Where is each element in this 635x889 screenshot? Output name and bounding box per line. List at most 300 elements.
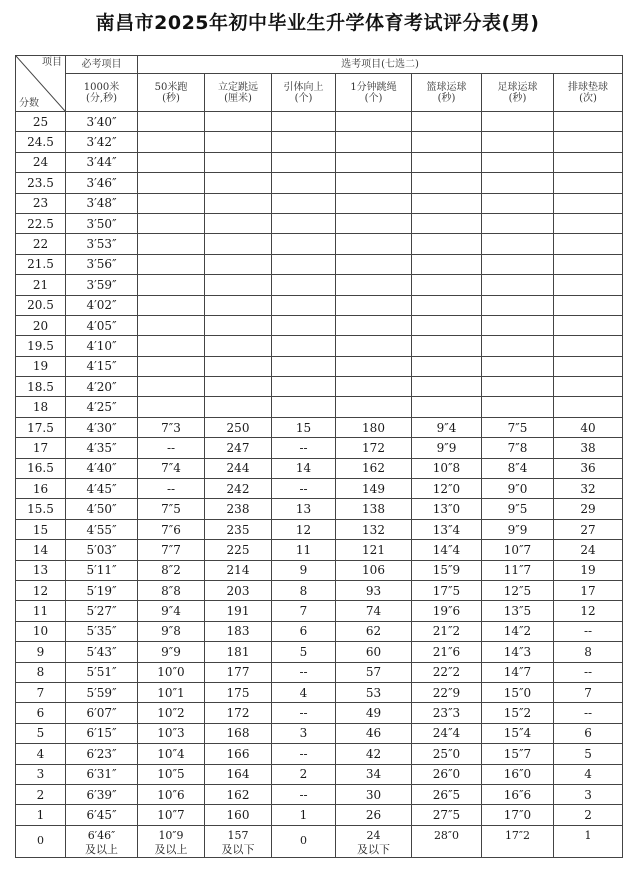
football-cell [482, 295, 554, 315]
football-cell-value: 17″2 [504, 828, 531, 842]
jump-rope-cell: 60 [336, 642, 412, 662]
col-header-basketball: 篮球运球 (秒) [412, 74, 482, 112]
table-row [16, 540, 623, 560]
pull-up-cell [272, 377, 336, 397]
long-jump-cell: 203 [205, 580, 272, 600]
col-header-50m: 50米跑 (秒) [138, 74, 205, 112]
basketball-cell [412, 295, 482, 315]
score-cell: 4 [16, 744, 66, 764]
pull-up-cell [272, 315, 336, 335]
volleyball-cell [554, 295, 623, 315]
run-50m-cell: 10″1 [138, 682, 205, 702]
basketball-cell: 22″2 [412, 662, 482, 682]
long-jump-cell [205, 193, 272, 213]
football-cell: 14″2 [482, 621, 554, 641]
basketball-cell [412, 315, 482, 335]
pull-up-cell: 11 [272, 540, 336, 560]
table-row [16, 438, 623, 458]
volleyball-cell: 6 [554, 723, 623, 743]
run-1000m-cell: 6′31″ [66, 764, 138, 784]
jump-rope-cell [336, 275, 412, 295]
table-row [16, 479, 623, 499]
jump-rope-cell: 49 [336, 703, 412, 723]
volleyball-cell [554, 234, 623, 254]
basketball-cell [412, 193, 482, 213]
run-50m-cell [138, 825, 205, 857]
table-row [16, 601, 623, 621]
run-50m-cell: 7″3 [138, 417, 205, 437]
score-cell: 10 [16, 621, 66, 641]
run-1000m-cell-note: 及以上 [85, 842, 118, 856]
basketball-cell: 25″0 [412, 744, 482, 764]
score-cell: 23 [16, 193, 66, 213]
run-50m-cell: -- [138, 479, 205, 499]
run-1000m-cell: 3′53″ [66, 234, 138, 254]
volleyball-cell [554, 275, 623, 295]
table-row [16, 642, 623, 662]
football-cell [482, 234, 554, 254]
score-cell: 16 [16, 479, 66, 499]
run-1000m-cell: 4′55″ [66, 519, 138, 539]
basketball-cell: 15″9 [412, 560, 482, 580]
long-jump-cell: 175 [205, 682, 272, 702]
football-cell: 13″5 [482, 601, 554, 621]
pull-up-cell: 1 [272, 805, 336, 825]
jump-rope-cell: 74 [336, 601, 412, 621]
run-1000m-cell: 5′11″ [66, 560, 138, 580]
jump-rope-cell: 138 [336, 499, 412, 519]
long-jump-cell [205, 397, 272, 417]
score-cell: 2 [16, 784, 66, 804]
pull-up-cell: -- [272, 438, 336, 458]
col-header-1000m: 1000米 (分,秒) [66, 74, 138, 112]
volleyball-cell [554, 152, 623, 172]
pull-up-cell: -- [272, 744, 336, 764]
score-cell: 21.5 [16, 254, 66, 274]
table-row [16, 295, 623, 315]
score-cell: 18.5 [16, 377, 66, 397]
run-50m-cell-value: 10″9 [158, 828, 184, 842]
score-cell: 22.5 [16, 213, 66, 233]
long-jump-cell: 250 [205, 417, 272, 437]
run-50m-cell [138, 132, 205, 152]
table-row [16, 132, 623, 152]
score-cell: 9 [16, 642, 66, 662]
football-cell: 17″0 [482, 805, 554, 825]
football-cell: 15″0 [482, 682, 554, 702]
pull-up-cell [272, 112, 336, 132]
jump-rope-cell [336, 132, 412, 152]
long-jump-cell: 160 [205, 805, 272, 825]
score-cell: 5 [16, 723, 66, 743]
football-cell [482, 173, 554, 193]
jump-rope-cell [336, 173, 412, 193]
long-jump-cell [205, 825, 272, 857]
score-cell: 12 [16, 580, 66, 600]
run-50m-cell [138, 295, 205, 315]
football-cell: 15″2 [482, 703, 554, 723]
score-cell: 11 [16, 601, 66, 621]
football-cell: 11″7 [482, 560, 554, 580]
basketball-cell [412, 397, 482, 417]
score-cell: 22 [16, 234, 66, 254]
basketball-cell: 13″0 [412, 499, 482, 519]
jump-rope-cell: 180 [336, 417, 412, 437]
basketball-cell [412, 377, 482, 397]
table-row [16, 336, 623, 356]
run-50m-cell [138, 193, 205, 213]
pull-up-cell: 8 [272, 580, 336, 600]
long-jump-cell: 235 [205, 519, 272, 539]
run-1000m-cell: 3′56″ [66, 254, 138, 274]
pull-up-cell: 5 [272, 642, 336, 662]
table-row [16, 234, 623, 254]
volleyball-cell [554, 825, 623, 857]
run-1000m-cell [66, 825, 138, 857]
basketball-cell: 9″9 [412, 438, 482, 458]
jump-rope-cell-note: 及以下 [357, 842, 390, 856]
basketball-cell: 13″4 [412, 519, 482, 539]
football-cell [482, 315, 554, 335]
football-cell: 16″6 [482, 784, 554, 804]
run-1000m-cell: 4′50″ [66, 499, 138, 519]
score-cell: 15.5 [16, 499, 66, 519]
jump-rope-cell-value: 24 [366, 828, 381, 842]
volleyball-cell [554, 315, 623, 335]
run-50m-cell: 10″3 [138, 723, 205, 743]
table-row [16, 703, 623, 723]
long-jump-cell [205, 295, 272, 315]
table-row [16, 417, 623, 437]
basketball-cell [412, 825, 482, 857]
volleyball-cell [554, 193, 623, 213]
score-cell: 17 [16, 438, 66, 458]
table-row [16, 173, 623, 193]
volleyball-cell: 24 [554, 540, 623, 560]
score-cell: 20.5 [16, 295, 66, 315]
run-1000m-cell: 6′23″ [66, 744, 138, 764]
pull-up-cell: 9 [272, 560, 336, 580]
score-cell: 18 [16, 397, 66, 417]
football-cell: 10″7 [482, 540, 554, 560]
volleyball-cell [554, 377, 623, 397]
long-jump-cell: 162 [205, 784, 272, 804]
volleyball-cell: 4 [554, 764, 623, 784]
table-row [16, 519, 623, 539]
long-jump-cell [205, 152, 272, 172]
pull-up-cell-value: 0 [300, 834, 307, 848]
basketball-cell [412, 173, 482, 193]
run-1000m-cell: 5′51″ [66, 662, 138, 682]
volleyball-cell: -- [554, 621, 623, 641]
long-jump-cell: 183 [205, 621, 272, 641]
long-jump-cell: 247 [205, 438, 272, 458]
score-cell: 15 [16, 519, 66, 539]
pull-up-cell: 15 [272, 417, 336, 437]
mandatory-group-header: 必考项目 [66, 56, 138, 74]
football-cell [482, 132, 554, 152]
run-1000m-cell-value: 6′46″ [87, 828, 116, 842]
long-jump-cell [205, 234, 272, 254]
football-cell: 7″5 [482, 417, 554, 437]
basketball-cell [412, 234, 482, 254]
pull-up-cell [272, 152, 336, 172]
football-cell: 12″5 [482, 580, 554, 600]
score-cell: 3 [16, 764, 66, 784]
col-header-football: 足球运球 (秒) [482, 74, 554, 112]
basketball-cell [412, 254, 482, 274]
pull-up-cell [272, 254, 336, 274]
run-1000m-cell: 3′42″ [66, 132, 138, 152]
pull-up-cell [272, 234, 336, 254]
run-50m-cell: 10″4 [138, 744, 205, 764]
score-cell: 20 [16, 315, 66, 335]
volleyball-cell: 17 [554, 580, 623, 600]
run-1000m-cell: 4′35″ [66, 438, 138, 458]
run-1000m-cell: 6′45″ [66, 805, 138, 825]
basketball-cell: 24″4 [412, 723, 482, 743]
run-50m-cell: 10″0 [138, 662, 205, 682]
pull-up-cell: 3 [272, 723, 336, 743]
score-cell: 23.5 [16, 173, 66, 193]
run-1000m-cell: 4′30″ [66, 417, 138, 437]
basketball-cell [412, 152, 482, 172]
table-row [16, 662, 623, 682]
basketball-cell: 26″5 [412, 784, 482, 804]
run-1000m-cell: 5′03″ [66, 540, 138, 560]
basketball-cell [412, 356, 482, 376]
table-row [16, 805, 623, 825]
score-cell: 21 [16, 275, 66, 295]
run-1000m-cell: 5′35″ [66, 621, 138, 641]
volleyball-cell [554, 112, 623, 132]
run-50m-cell [138, 254, 205, 274]
long-jump-cell [205, 132, 272, 152]
volleyball-cell [554, 213, 623, 233]
score-cell-value: 0 [37, 834, 44, 848]
football-cell [482, 213, 554, 233]
run-1000m-cell: 6′15″ [66, 723, 138, 743]
score-cell: 7 [16, 682, 66, 702]
football-cell [482, 356, 554, 376]
basketball-cell: 14″4 [412, 540, 482, 560]
basketball-cell [412, 112, 482, 132]
jump-rope-cell [336, 254, 412, 274]
corner-score-label: 分数 [19, 98, 39, 109]
run-50m-cell: 7″5 [138, 499, 205, 519]
volleyball-cell [554, 356, 623, 376]
run-50m-cell [138, 315, 205, 335]
volleyball-cell: 29 [554, 499, 623, 519]
run-1000m-cell: 3′44″ [66, 152, 138, 172]
volleyball-cell: 2 [554, 805, 623, 825]
volleyball-cell: 32 [554, 479, 623, 499]
basketball-cell: 10″8 [412, 458, 482, 478]
basketball-cell: 21″2 [412, 621, 482, 641]
long-jump-cell [205, 254, 272, 274]
table-row [16, 744, 623, 764]
jump-rope-cell: 149 [336, 479, 412, 499]
run-50m-cell [138, 356, 205, 376]
volleyball-cell: 36 [554, 458, 623, 478]
table-row [16, 764, 623, 784]
run-50m-cell [138, 397, 205, 417]
basketball-cell: 19″6 [412, 601, 482, 621]
score-cell: 24.5 [16, 132, 66, 152]
long-jump-cell: 166 [205, 744, 272, 764]
pull-up-cell: 14 [272, 458, 336, 478]
jump-rope-cell [336, 336, 412, 356]
page-title: 南昌市2025年初中毕业生升学体育考试评分表(男) [95, 12, 540, 34]
jump-rope-cell [336, 397, 412, 417]
volleyball-cell [554, 254, 623, 274]
run-50m-cell: 7″4 [138, 458, 205, 478]
volleyball-cell: 7 [554, 682, 623, 702]
long-jump-cell: 164 [205, 764, 272, 784]
jump-rope-cell [336, 356, 412, 376]
football-cell: 9″9 [482, 519, 554, 539]
run-50m-cell: 7″7 [138, 540, 205, 560]
jump-rope-cell [336, 295, 412, 315]
basketball-cell [412, 336, 482, 356]
score-cell: 8 [16, 662, 66, 682]
elective-group-header: 选考项目(七选二) [138, 56, 623, 74]
basketball-cell [412, 213, 482, 233]
run-50m-cell: 10″6 [138, 784, 205, 804]
table-row [16, 315, 623, 335]
jump-rope-cell: 162 [336, 458, 412, 478]
pull-up-cell [272, 193, 336, 213]
table-row [16, 356, 623, 376]
run-1000m-cell: 4′10″ [66, 336, 138, 356]
run-50m-cell: 9″9 [138, 642, 205, 662]
table-row [16, 458, 623, 478]
jump-rope-cell [336, 112, 412, 132]
run-50m-cell: 10″5 [138, 764, 205, 784]
jump-rope-cell [336, 825, 412, 857]
pull-up-cell: 4 [272, 682, 336, 702]
score-cell: 25 [16, 112, 66, 132]
long-jump-cell: 214 [205, 560, 272, 580]
run-1000m-cell: 5′43″ [66, 642, 138, 662]
volleyball-cell: 8 [554, 642, 623, 662]
table-row [16, 152, 623, 172]
pull-up-cell: -- [272, 662, 336, 682]
run-50m-cell [138, 377, 205, 397]
pull-up-cell: 6 [272, 621, 336, 641]
run-50m-cell: 10″7 [138, 805, 205, 825]
basketball-cell: 26″0 [412, 764, 482, 784]
volleyball-cell [554, 132, 623, 152]
jump-rope-cell: 62 [336, 621, 412, 641]
jump-rope-cell [336, 234, 412, 254]
run-50m-cell [138, 234, 205, 254]
jump-rope-cell: 53 [336, 682, 412, 702]
table-row [16, 723, 623, 743]
long-jump-cell [205, 275, 272, 295]
football-cell [482, 193, 554, 213]
pull-up-cell: -- [272, 703, 336, 723]
basketball-cell: 9″4 [412, 417, 482, 437]
football-cell [482, 336, 554, 356]
volleyball-cell: -- [554, 703, 623, 723]
pull-up-cell [272, 336, 336, 356]
table-row [16, 397, 623, 417]
jump-rope-cell [336, 193, 412, 213]
table-row [16, 580, 623, 600]
pull-up-cell [272, 132, 336, 152]
run-1000m-cell: 5′59″ [66, 682, 138, 702]
run-1000m-cell: 4′02″ [66, 295, 138, 315]
football-cell [482, 254, 554, 274]
pull-up-cell [272, 213, 336, 233]
run-1000m-cell: 5′19″ [66, 580, 138, 600]
football-cell [482, 397, 554, 417]
jump-rope-cell [336, 213, 412, 233]
run-50m-cell [138, 173, 205, 193]
score-cell: 17.5 [16, 417, 66, 437]
score-cell: 14 [16, 540, 66, 560]
run-1000m-cell: 3′46″ [66, 173, 138, 193]
run-1000m-cell: 4′40″ [66, 458, 138, 478]
football-cell [482, 377, 554, 397]
table-row [16, 275, 623, 295]
jump-rope-cell: 172 [336, 438, 412, 458]
basketball-cell: 21″6 [412, 642, 482, 662]
volleyball-cell: 38 [554, 438, 623, 458]
long-jump-cell [205, 377, 272, 397]
jump-rope-cell [336, 377, 412, 397]
run-1000m-cell: 3′48″ [66, 193, 138, 213]
jump-rope-cell: 132 [336, 519, 412, 539]
pull-up-cell [272, 275, 336, 295]
score-cell: 19.5 [16, 336, 66, 356]
run-50m-cell: 8″2 [138, 560, 205, 580]
run-1000m-cell: 3′40″ [66, 112, 138, 132]
jump-rope-cell: 42 [336, 744, 412, 764]
volleyball-cell: 5 [554, 744, 623, 764]
run-50m-cell: 9″8 [138, 621, 205, 641]
long-jump-cell: 172 [205, 703, 272, 723]
run-1000m-cell: 3′50″ [66, 213, 138, 233]
col-header-jump-rope: 1分钟跳绳 (个) [336, 74, 412, 112]
basketball-cell: 17″5 [412, 580, 482, 600]
table-row [16, 112, 623, 132]
corner-item-label: 项目 [42, 57, 62, 68]
long-jump-cell: 168 [205, 723, 272, 743]
long-jump-cell [205, 356, 272, 376]
col-header-volleyball: 排球垫球 (次) [554, 74, 623, 112]
run-50m-cell [138, 152, 205, 172]
score-cell: 24 [16, 152, 66, 172]
pull-up-cell: -- [272, 784, 336, 804]
table-row [16, 560, 623, 580]
corner-header [16, 56, 66, 112]
football-cell [482, 112, 554, 132]
long-jump-cell [205, 336, 272, 356]
long-jump-cell-value: 157 [227, 828, 249, 842]
run-50m-cell [138, 112, 205, 132]
run-50m-cell: 7″6 [138, 519, 205, 539]
table-row [16, 784, 623, 804]
volleyball-cell: 27 [554, 519, 623, 539]
volleyball-cell: -- [554, 662, 623, 682]
jump-rope-cell: 26 [336, 805, 412, 825]
score-cell: 1 [16, 805, 66, 825]
score-table [15, 55, 623, 858]
run-1000m-cell: 4′25″ [66, 397, 138, 417]
pull-up-cell [272, 173, 336, 193]
